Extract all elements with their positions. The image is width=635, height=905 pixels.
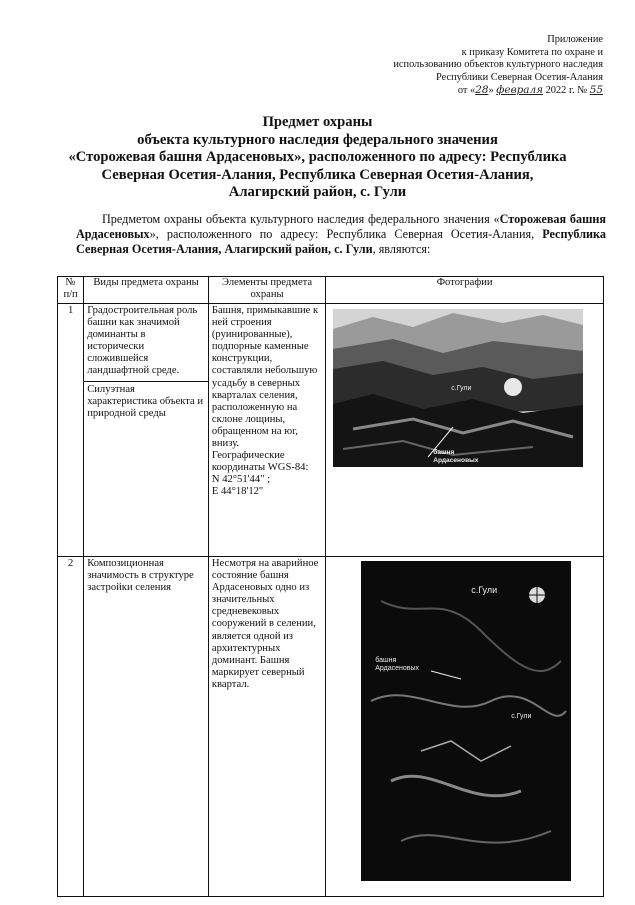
handwritten-month: февраля bbox=[496, 84, 543, 97]
row-elements: Башня, примыкавшие к ней строения (руинированные), подпорные каменные конструкции, составляли небольшую усадьбу в северных кварталах селения, расположенную на склоне лощины, обращенном на юг, внизу. Географические координаты WGS-84: N 42°51'44" ; E 44°18'12" bbox=[208, 304, 325, 557]
title-line-3: «Сторожевая башня Ардасеновых», расположенного по адресу: Республика bbox=[68, 149, 567, 165]
photo-village-label: с.Гули bbox=[471, 585, 498, 595]
appendix-line-1: Приложение bbox=[547, 34, 603, 45]
row-number: 2 bbox=[58, 557, 84, 897]
photo-road-label: с.Гули bbox=[511, 713, 532, 720]
header-number: № п/п bbox=[58, 277, 84, 304]
title-line-5: Алагирский район, с. Гули bbox=[228, 184, 407, 200]
intro-part-2: », расположенного по адресу: Республика Северная Осетия-Алания, bbox=[149, 227, 543, 242]
intro-paragraph bbox=[76, 212, 606, 258]
document-title bbox=[40, 114, 595, 202]
table-header-row bbox=[58, 277, 604, 304]
row-elements: Несмотря на аварийное состояние башня Ардасеновых одно из значительных средневековых сооружений в селении, является одной из архитектурных доминант. Башня маркирует северный квартал. bbox=[208, 557, 325, 897]
photo-village-label: с.Гули bbox=[451, 385, 472, 392]
appendix-header bbox=[303, 34, 603, 98]
satellite-photo bbox=[361, 561, 571, 881]
title-line-4: Северная Осетия-Алания, Республика Северная Осетия-Алания, bbox=[101, 166, 534, 183]
header-photos: Фотографии bbox=[326, 277, 604, 304]
title-line-1: Предмет охраны bbox=[262, 114, 373, 130]
intro-part-3: , являются: bbox=[372, 242, 431, 257]
intro-part-1: Предметом охраны объекта культурного наследия федерального значения « bbox=[102, 212, 500, 226]
appendix-line-2: к приказу Комитета по охране и bbox=[461, 46, 603, 58]
row-number: 1 bbox=[58, 304, 84, 557]
intro-object-name: Сторожевая башня Ардасеновых bbox=[76, 212, 607, 242]
appendix-line-3: использованию объектов культурного наследия bbox=[393, 59, 603, 71]
row-type-cell bbox=[84, 304, 209, 557]
table-row bbox=[58, 304, 604, 557]
appendix-date-line bbox=[303, 84, 603, 98]
header-type: Виды предмета охраны bbox=[84, 277, 209, 304]
protection-table bbox=[57, 276, 604, 897]
table-row bbox=[58, 557, 604, 897]
photo-tower-label: башня Ардасеновых bbox=[433, 449, 479, 464]
row-photo-cell bbox=[326, 304, 604, 557]
row-photo-cell bbox=[326, 557, 604, 897]
photo-tower-label: башня Ардасеновых bbox=[375, 657, 420, 672]
row-type: Композиционная значимость в структуре застройки селения bbox=[84, 557, 209, 897]
date-year: 2022 г. № bbox=[545, 85, 588, 97]
handwritten-number: 55 bbox=[589, 84, 603, 97]
header-elements: Элементы предмета охраны bbox=[208, 277, 325, 304]
row-type: Градостроительная роль башни как значимой доминанты в исторически сложившейся ландшафтной среде. bbox=[87, 305, 198, 377]
date-mid: » bbox=[488, 85, 494, 97]
title-line-2: объекта культурного наследия федерального значения bbox=[137, 131, 498, 148]
appendix-line-4: Республики Северная Осетия-Алания bbox=[436, 71, 603, 83]
row-type-2: Силуэтная характеристика объекта и природной среды bbox=[84, 381, 208, 420]
intro-address: Республика Северная Осетия-Алания, Алагирский район, с. Гули bbox=[76, 227, 606, 257]
landscape-photo bbox=[333, 309, 583, 467]
satellite-photo-graphic bbox=[361, 561, 571, 881]
handwritten-day: 28 bbox=[475, 84, 489, 97]
date-prefix: от « bbox=[457, 85, 476, 97]
